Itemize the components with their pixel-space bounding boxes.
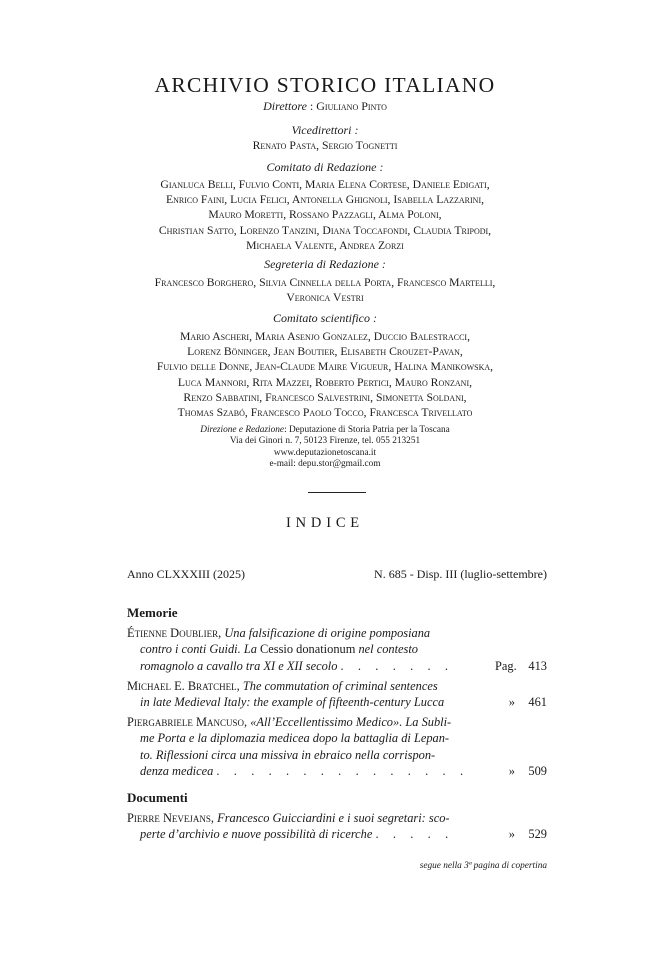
page-label: » <box>508 827 515 842</box>
toc-line <box>127 763 547 779</box>
page-reference <box>495 763 547 779</box>
director-name: Giuliano Pinto <box>316 99 387 113</box>
scientific-names-line: Renzo Sabbatini, Francesco Salvestrini, Simonetta Soldani, <box>183 390 467 404</box>
secretariat-names <box>0 275 650 305</box>
toc-line <box>127 810 547 826</box>
secretariat-names-line: Francesco Borghero, Silvia Cinnella della Porta, Francesco Martelli, <box>154 276 496 289</box>
scientific-committee-label: Comitato scientifico : <box>273 311 377 325</box>
section-heading-memorie: Memorie <box>127 605 178 620</box>
vice-directors-names: Renato Pasta, Sergio Tognetti <box>252 139 398 152</box>
toc-line <box>127 625 547 641</box>
page-label: » <box>508 695 515 710</box>
entry-title-text: denza medicea <box>140 764 214 779</box>
page-reference <box>495 826 547 842</box>
entry-author: Michael E. Bratchel, <box>127 679 240 693</box>
entry-title-text: nel contesto <box>358 642 418 657</box>
address-text: : Deputazione di Storia Patria per la Toscana <box>284 425 450 435</box>
entry-title-text: The commutation of criminal sentences <box>242 679 438 693</box>
volume-year: Anno CLXXXIII (2025) <box>127 567 245 581</box>
page-number: 509 <box>528 764 547 779</box>
toc-entry <box>127 714 547 780</box>
page-label: » <box>508 764 515 779</box>
leader-dots: . . . . . . . . . . . . . . . <box>216 764 469 779</box>
entry-title-text: perte d’archivio e nuove possibilità di ricerche <box>140 827 373 842</box>
entry-author: Piergabriele Mancuso, <box>127 715 248 729</box>
leader-dots: . . . . . <box>375 827 454 842</box>
entry-title-text: Una falsificazione di origine pomposiana <box>224 626 431 640</box>
editorial-committee-names <box>0 177 650 253</box>
editorial-names-line: Christian Satto, Lorenzo Tanzini, Diana Toccafondi, Claudia Tripodi, <box>158 223 492 237</box>
entry-title-text: me Porta e la diplomazia medicea dopo la battaglia di Lepan- <box>140 731 450 746</box>
toc-line <box>127 730 547 746</box>
email: e-mail: depu.stor@gmail.com <box>269 458 381 469</box>
page-label: Pag. <box>495 658 517 673</box>
toc-line <box>127 747 547 763</box>
toc-line <box>127 641 547 657</box>
entry-author: Pierre Nevejans, <box>127 811 215 825</box>
scientific-names-line: Fulvio delle Donne, Jean-Claude Maire Vigueur, Halina Manikowska, <box>156 360 494 374</box>
editorial-committee-label: Comitato di Redazione : <box>266 160 384 174</box>
address-line-1 <box>0 425 650 436</box>
secretariat-names-line: Veronica Vestri <box>286 291 364 305</box>
toc-line <box>127 714 547 730</box>
editorial-names-line: Michaela Valente, Andrea Zorzi <box>246 238 404 252</box>
toc-line <box>127 826 547 842</box>
director-separator: : <box>306 99 317 113</box>
entry-title-text: «All’Eccellentissimo Medico». La Subli- <box>250 715 452 729</box>
toc-entry <box>127 810 547 843</box>
editorial-names-line: Gianluca Belli, Fulvio Conti, Maria Elena Cortese, Daniele Edigati, <box>160 178 490 191</box>
scientific-committee-names <box>0 329 650 420</box>
journal-title: ARCHIVIO STORICO ITALIANO <box>154 73 496 97</box>
toc-line <box>127 678 547 694</box>
editorial-names-line: Mauro Moretti, Rossano Pazzagli, Alma Poloni, <box>208 208 442 222</box>
page-number: 529 <box>528 827 547 842</box>
toc-line <box>127 658 547 674</box>
toc-line <box>127 694 547 710</box>
director-line <box>0 99 650 114</box>
page-number: 413 <box>528 658 547 673</box>
editorial-address <box>0 425 650 470</box>
issue-number: N. 685 - Disp. III (luglio-settembre) <box>374 567 547 581</box>
website: www.deputazionetoscana.it <box>273 447 377 458</box>
entry-title-text: Francesco Guicciardini e i suoi segretari: sco- <box>217 811 450 825</box>
scientific-names-line: Mario Ascheri, Maria Asenjo Gonzalez, Duccio Balestracci, <box>179 330 470 343</box>
scientific-names-line: Thomas Szabó, Francesco Paolo Tocco, Francesca Trivellato <box>177 406 473 420</box>
page-reference <box>495 658 547 674</box>
continuation-note: segue nella 3ª pagina di copertina <box>419 861 547 871</box>
entry-title-text: romagnolo a cavallo tra XI e XII secolo <box>140 658 338 673</box>
toc-entry <box>127 678 547 711</box>
entry-author: Étienne Doublier, <box>127 626 222 640</box>
entry-title-text: in late Medieval Italy: the example of fifteenth-century Lucca <box>140 695 445 710</box>
entry-title-roman: Cessio donationum <box>260 642 356 657</box>
entry-title-text: contro i conti Guidi. La <box>140 642 257 657</box>
address-line-2: Via dei Ginori n. 7, 50123 Firenze, tel. 055 213251 <box>229 436 421 447</box>
scientific-names-line: Lorenz Böninger, Jean Boutier, Elisabeth Crouzet-Pavan, <box>187 345 463 359</box>
editorial-names-line: Enrico Faini, Lucia Felici, Antonella Ghignoli, Isabella Lazzarini, <box>165 193 485 207</box>
secretariat-label: Segreteria di Redazione : <box>264 257 386 271</box>
scientific-names-line: Luca Mannori, Rita Mazzei, Roberto Pertici, Mauro Ronzani, <box>177 375 473 389</box>
index-title: INDICE <box>286 515 364 531</box>
address-label: Direzione e Redazione <box>200 425 285 435</box>
director-label: Direttore <box>263 99 307 113</box>
leader-dots: . . . . . . . <box>340 658 454 673</box>
vice-directors-label: Vicedirettori : <box>291 123 359 137</box>
page-number: 461 <box>528 695 547 710</box>
divider-rule <box>308 492 366 493</box>
section-heading-documenti: Documenti <box>127 790 188 805</box>
toc-entry <box>127 625 547 674</box>
entry-title-text: to. Riflessioni circa una missiva in ebraico nella corrispon- <box>140 747 436 762</box>
page-reference <box>495 694 547 710</box>
